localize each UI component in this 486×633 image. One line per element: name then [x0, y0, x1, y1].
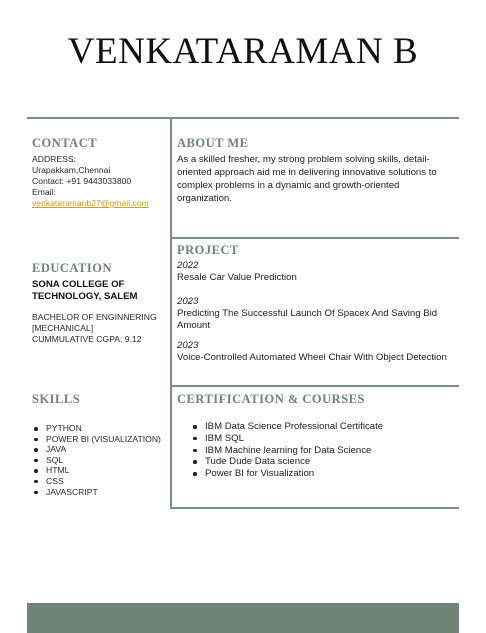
college-line: TECHNOLOGY, SALEM: [32, 290, 138, 302]
email-label: Email:: [32, 187, 56, 197]
college-name: [32, 279, 168, 302]
certification-item: IBM Data Science Professional Certificate: [191, 421, 459, 433]
address-value: Urapakkam,Chennai: [32, 165, 111, 175]
contact-block: [32, 154, 168, 209]
about-text: [177, 153, 457, 205]
project-title: Predicting The Successful Launch Of Spacex And Saving Bid: [177, 308, 438, 319]
certification-item: IBM Machine learning for Data Science: [191, 445, 459, 457]
footer-bar: [27, 603, 459, 633]
column-divider: [170, 117, 172, 509]
about-line: oriented approach aid me in delivering innovative solutions to: [177, 167, 437, 178]
certification-divider: [171, 385, 459, 387]
skills-heading: SKILLS: [32, 392, 81, 406]
skill-item: SQL: [32, 455, 170, 466]
certification-list: [191, 421, 459, 480]
about-line: organization.: [177, 193, 232, 204]
about-line: As a skilled fresher, my strong problem solving skills, detail-: [177, 154, 430, 165]
skill-item: HTML: [32, 465, 170, 476]
email-link[interactable]: venkataramanb27@gmail.com: [32, 198, 149, 208]
project-year: 2023: [177, 340, 199, 351]
project-item: [177, 340, 467, 364]
project-year: 2023: [177, 296, 199, 307]
phone-number: Contact: +91 9443033800: [32, 176, 132, 186]
degree-block: [32, 312, 168, 345]
skill-item: CSS: [32, 476, 170, 487]
project-title: Resale Car Value Prediction: [177, 272, 297, 283]
project-title: Amount: [177, 320, 211, 331]
skill-item: POWER BI (VISUALIZATION): [32, 434, 170, 445]
degree-line: [MECHANICAL]: [32, 323, 94, 333]
certification-heading: CERTIFICATION & COURSES: [177, 392, 365, 406]
skill-item: JAVA: [32, 444, 170, 455]
project-item: [177, 260, 457, 284]
project-heading: PROJECT: [177, 243, 239, 257]
skills-list: [32, 423, 170, 497]
bottom-divider: [171, 507, 459, 509]
certification-item: Power BI for Visualization: [191, 468, 459, 480]
project-title: Voice-Controlled Automated Wheel Chair With Object Detection: [177, 352, 447, 363]
top-divider: [27, 117, 459, 119]
degree-line: CUMMULATIVE CGPA: 9.12: [32, 334, 142, 344]
project-year: 2022: [177, 260, 199, 271]
project-item: [177, 296, 457, 332]
about-line: complex problems in a dynamic and growth-oriented: [177, 180, 400, 191]
skill-item: JAVASCRIPT: [32, 487, 170, 498]
resume-name: VENKATARAMAN B: [67, 31, 419, 72]
project-divider: [171, 237, 459, 239]
certification-item: IBM SQL: [191, 433, 459, 445]
certification-item: Tude Dude Data science: [191, 456, 459, 468]
education-heading: EDUCATION: [32, 261, 112, 275]
college-line: SONA COLLEGE OF: [32, 279, 125, 290]
contact-heading: CONTACT: [32, 136, 98, 150]
degree-line: BACHELOR OF ENGINNERING: [32, 312, 157, 322]
address-label: ADDRESS:: [32, 154, 76, 164]
about-heading: ABOUT ME: [177, 136, 249, 150]
skill-item: PYTHON: [32, 423, 170, 434]
